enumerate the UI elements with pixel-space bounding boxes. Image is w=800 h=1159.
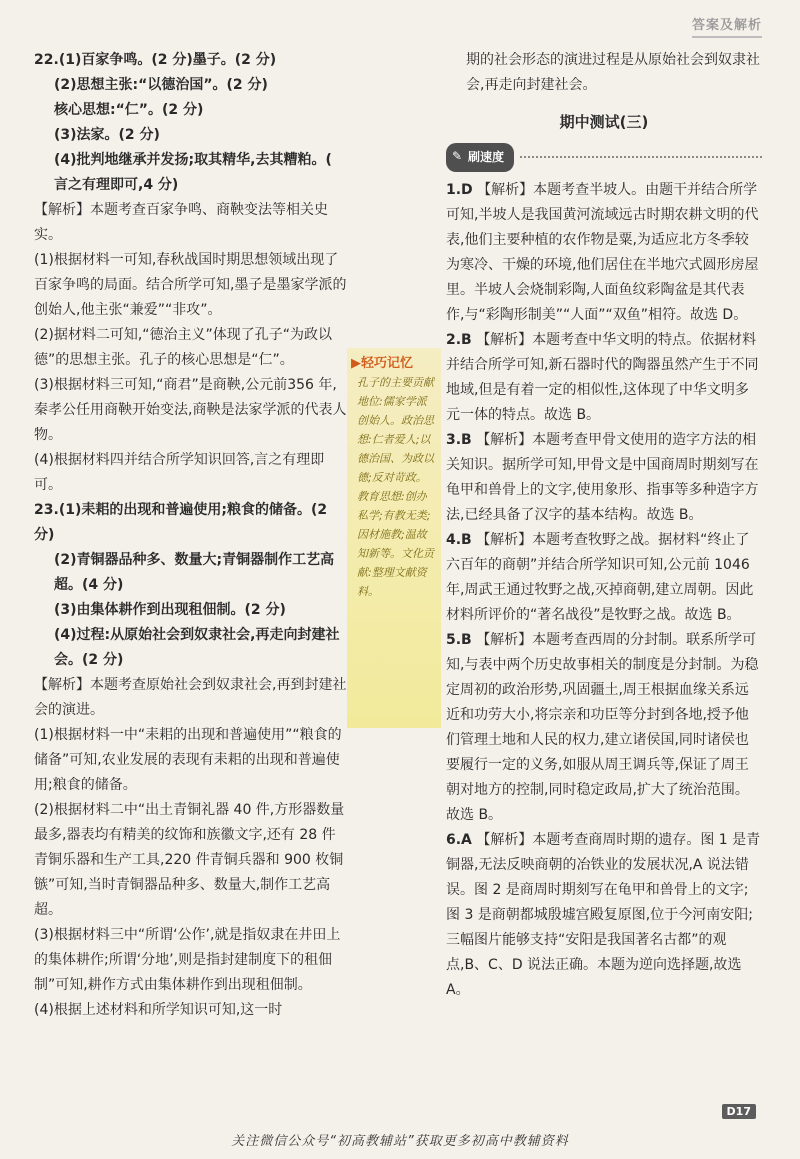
page-number: D17 <box>722 1104 756 1119</box>
choice-answer <box>446 828 762 1003</box>
explanation-text: 【解析】本题考查甲骨文使用的造字方法的相关知识。据所学可知,甲骨文是中国商周时期刻写在龟甲和兽骨上的文字,使用象形、指事等多种造字方法,已经具备了汉字的基本结构。故选 B。 <box>446 432 759 523</box>
memory-tip-title: ▶轻巧记忆 <box>351 356 413 371</box>
explanation-paragraph: (2)根据材料二中“出土青铜礼器 40 件,方形器数量最多,器表均有精美的纹饰和族徽文字,还有 28 件青铜乐器和生产工具,220 件青铜兵器和 900 枚铜镞”可知,当时青铜器品种多、数量大,制作工艺高超。 <box>34 802 345 918</box>
explanation-paragraph: (1)根据材料一可知,春秋战国时期思想领域出现了百家争鸣的局面。结合所学可知,墨子是墨家学派的创始人,他主张“兼爱”“非攻”。 <box>34 252 347 318</box>
memory-tip-box <box>347 348 441 728</box>
explanation-text: 【解析】本题考查半坡人。由题干并结合所学可知,半坡人是我国黄河流域远古时期农耕文明的代表,他们主要种植的农作物是粟,为适应北方冬季较为寒冷、干燥的环境,他们居住在半地穴式圆形房屋里。半坡人会烧制彩陶,人面鱼纹彩陶盆是其代表作,与“彩陶形制美”“人面”“双鱼”相符。故选 D。 <box>446 182 759 323</box>
question-number: 1.D <box>446 182 473 198</box>
question-number: 23. <box>34 502 59 518</box>
explanation-text: 【解析】本题考查商周时期的遗存。图 1 是青铜器,无法反映商朝的冶铁业的发展状况,A 说法错误。图 2 是商周时期刻写在龟甲和兽骨上的文字;图 3 是商朝都城殷墟宫殿复原图,位于今河南安阳;三幅图片能够支持“安阳是我国著名古都”的观点,B、C、D 说法正确。本题为逆向选择题,故选 A。 <box>446 832 761 998</box>
explanation-paragraph: (3)根据材料三中“所谓‘公作’,就是指奴隶在井田上的集体耕作;所谓‘分地’,则是指封建制度下的租佃制”可知,耕作方式由集体耕作到出现租佃制。 <box>34 927 341 993</box>
question-number: 2.B <box>446 332 472 348</box>
answer-line: 核心思想:“仁”。(2 分) <box>54 102 204 118</box>
answer-text: (1)耒耜的出现和普遍使用;粮食的储备。(2 分) <box>34 502 328 543</box>
right-column <box>446 48 762 1003</box>
question-number: 6.A <box>446 832 472 848</box>
speed-bar <box>446 143 762 172</box>
dotted-divider <box>520 156 762 159</box>
answer-list <box>446 178 762 1003</box>
section-title: 期中测试(三) <box>559 113 649 131</box>
choice-answer <box>446 178 762 328</box>
answer-text: (1)百家争鸣。(2 分)墨子。(2 分) <box>58 52 277 68</box>
choice-answer <box>446 428 762 528</box>
explanation-paragraph: (4)根据材料四并结合所学知识回答,言之有理即可。 <box>34 452 325 493</box>
choice-answer <box>446 528 762 628</box>
explanation-paragraph: 【解析】本题考查原始社会到奴隶社会,再到封建社会的演进。 <box>34 677 347 718</box>
question-number: 22. <box>34 52 59 68</box>
question-number: 5.B <box>446 632 472 648</box>
explanation-paragraph: (3)根据材料三可知,“商君”是商鞅,公元前356 年,秦孝公任用商鞅开始变法,商鞅是法家学派的代表人物。 <box>34 377 347 443</box>
explanation-text: 【解析】本题考查中华文明的特点。依据材料并结合所学可知,新石器时代的陶器虽然产生于不同地域,但是有着一定的相似性,这体现了中华文明多元一体的特点。故选 B。 <box>446 332 759 423</box>
speed-badge: ✎ 刷速度 <box>446 143 514 172</box>
answer-line: (4)过程:从原始社会到奴隶社会,再走向封建社会。(2 分) <box>54 627 340 668</box>
question-number: 3.B <box>446 432 472 448</box>
explanation-paragraph: (1)根据材料一中“耒耜的出现和普遍使用”“粮食的储备”可知,农业发展的表现有耒耜的出现和普遍使用;粮食的储备。 <box>34 727 342 793</box>
question-answer <box>34 48 349 73</box>
explanation-paragraph: (2)据材料二可知,“德治主义”体现了孔子“为政以德”的思想主张。孔子的核心思想是“仁”。 <box>34 327 333 368</box>
answer-line: (3)法家。(2 分) <box>54 127 160 143</box>
explanation-paragraph: 【解析】本题考查百家争鸣、商鞅变法等相关史实。 <box>34 202 328 243</box>
question-answer <box>34 498 349 548</box>
choice-answer <box>446 628 762 828</box>
answer-line: (3)由集体耕作到出现租佃制。(2 分) <box>54 602 286 618</box>
explanation-paragraph: (4)根据上述材料和所学知识可知,这一时 <box>34 1002 283 1018</box>
answer-line: (2)青铜器品种多、数量大;青铜器制作工艺高超。(4 分) <box>54 552 335 593</box>
choice-answer <box>446 328 762 428</box>
header-tag: 答案及解析 <box>692 14 762 38</box>
left-column <box>34 48 349 1023</box>
continued-text: 期的社会形态的演进过程是从原始社会到奴隶社会,再走向封建社会。 <box>466 52 760 93</box>
explanation-text: 【解析】本题考查牧野之战。据材料“终止了六百年的商朝”并结合所学知识可知,公元前 1046 年,周武王通过牧野之战,灭掉商朝,建立周朝。因此材料所评价的“著名战役”是牧野之战。故选 B。 <box>446 532 754 623</box>
footer-note: 关注微信公众号“初高教辅站”获取更多初高中教辅资料 <box>231 1134 569 1149</box>
memory-tip-body: 孔子的主要贡献 地位:儒家学派创始人。政治思想:仁者爱人;以德治国、为政以德;反对苛政。教育思想:创办私学;有教无类;因材施教;温故知新等。文化贡献:整理文献资料。 <box>357 376 434 598</box>
explanation-text: 【解析】本题考查西周的分封制。联系所学可知,与表中两个历史故事相关的制度是分封制。为稳定周初的政治形势,巩固疆土,周王根据血缘关系远近和功劳大小,将宗亲和功臣等分封到各地,授予他们管理土地和人民的权力,建立诸侯国,同时诸侯也要履行一定的义务,如服从周王调兵等,保证了周王朝对地方的控制,同时稳定政局,扩大了统治范围。故选 B。 <box>446 632 759 823</box>
answer-line: (4)批判地继承并发扬;取其精华,去其糟粕。( 言之有理即可,4 分) <box>54 152 332 193</box>
answer-line: (2)思想主张:“以德治国”。(2 分) <box>54 77 268 93</box>
question-number: 4.B <box>446 532 472 548</box>
